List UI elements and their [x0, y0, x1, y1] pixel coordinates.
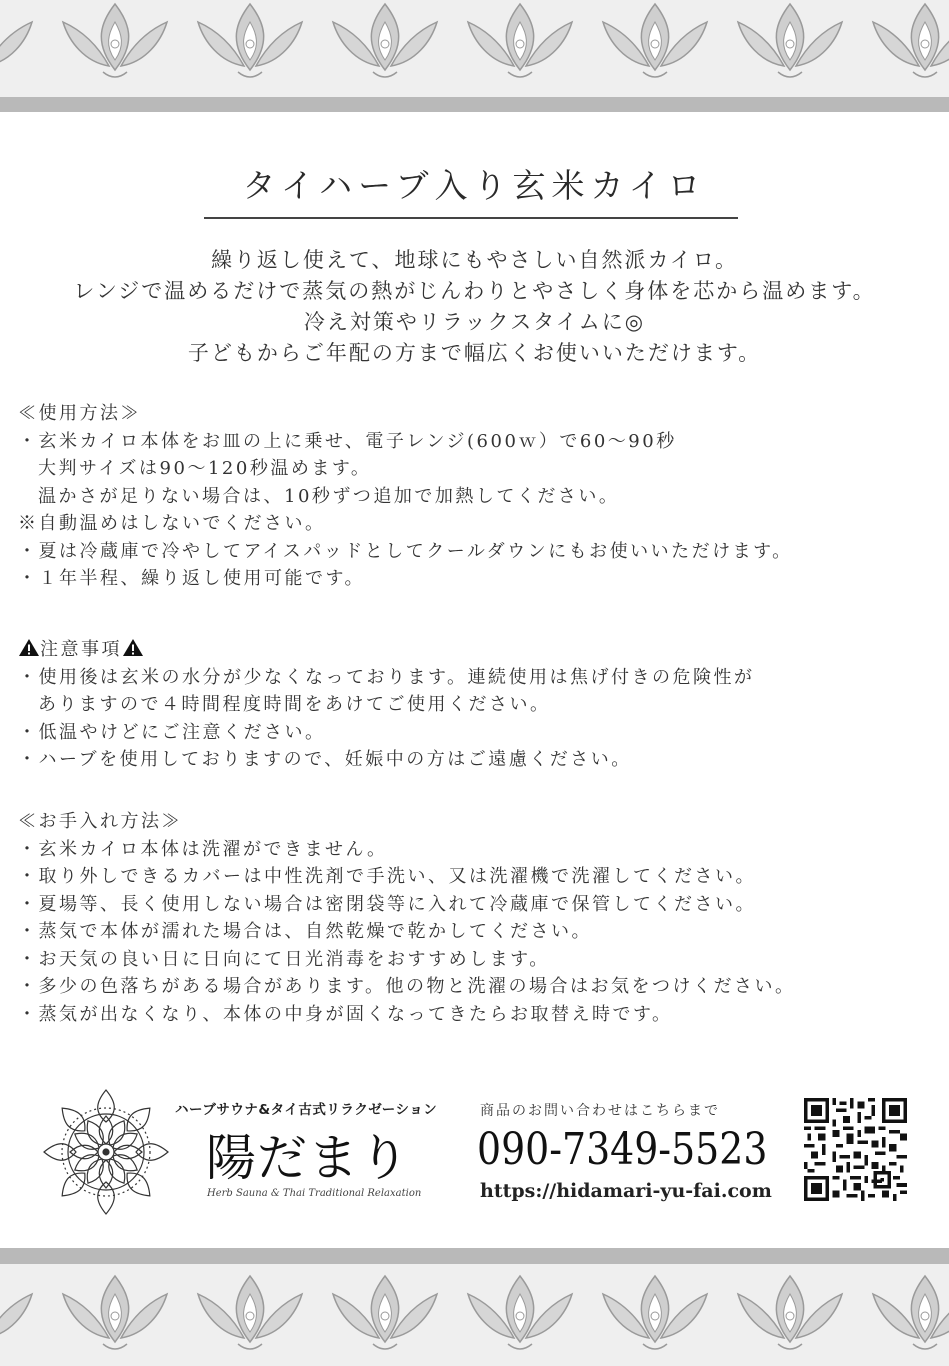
usage-line: 温かさが足りない場合は、10秒ずつ追加で加熱してください。: [38, 485, 620, 507]
intro-line: 繰り返し使えて、地球にもやさしい自然派カイロ。: [210, 248, 739, 272]
care-heading: ≪お手入れ方法≫: [18, 811, 182, 832]
usage-line: ・１年半程、繰り返し使用可能です。: [18, 568, 366, 589]
title-underline: [204, 217, 738, 219]
intro-line: 子どもからご年配の方まで幅広くお使いいただけます。: [187, 341, 762, 365]
care-line: ・夏場等、長く使用しない場合は密閉袋等に入れて冷蔵庫で保管してください。: [18, 893, 756, 915]
caution-section: [18, 636, 938, 774]
caution-line: ありますので４時間程度時間をあけてご使用ください。: [38, 694, 551, 715]
care-line: ・玄米カイロ本体は洗濯ができません。: [18, 838, 388, 860]
caution-line: ・低温やけどにご注意ください。: [18, 721, 326, 743]
bottom-lotus-border: [0, 1248, 949, 1366]
caution-heading-row: [18, 636, 938, 664]
contact-label: 商品のお問い合わせはこちらまで: [480, 1103, 720, 1119]
brand-subtitle: ハーブサウナ&タイ古式リラクゼーション: [175, 1102, 438, 1118]
phone-number[interactable]: 090-7349-5523: [477, 1124, 768, 1175]
care-section: [18, 808, 938, 1028]
caution-line: ・使用後は玄米の水分が少なくなっております。連続使用は焦げ付きの危険性が: [18, 666, 755, 688]
warning-triangle-icon: [122, 638, 144, 657]
usage-line: ※自動温めはしないでください。: [18, 513, 326, 534]
website-link[interactable]: https://hidamari-yu-fai.com: [480, 1180, 772, 1202]
usage-section: [18, 400, 938, 593]
usage-line: 大判サイズは90〜120秒温めます。: [38, 458, 372, 479]
care-line: ・蒸気で本体が濡れた場合は、自然乾燥で乾かしてください。: [18, 921, 592, 942]
top-lotus-border: [0, 0, 949, 112]
usage-line: ・夏は冷蔵庫で冷やしてアイスパッドとしてクールダウンにもお使いいただけます。: [18, 540, 793, 562]
brand-english: Herb Sauna & Thai Traditional Relaxation: [207, 1188, 422, 1199]
care-line: ・取り外しできるカバーは中性洗剤で手洗い、又は洗濯機で洗濯してください。: [18, 866, 756, 887]
page-title: タイハーブ入り玄米カイロ: [242, 166, 707, 205]
warning-triangle-icon: [18, 638, 40, 657]
mandala-logo-icon: [40, 1086, 172, 1218]
intro-line: 冷え対策やリラックスタイムに◎: [303, 310, 646, 334]
usage-line: ・玄米カイロ本体をお皿の上に乗せ、電子レンジ(600ｗ）で60〜90秒: [18, 430, 677, 452]
brand-name: 陽だまり: [206, 1129, 410, 1187]
usage-heading: ≪使用方法≫: [18, 403, 141, 424]
qr-code-icon[interactable]: [804, 1098, 907, 1201]
care-line: ・お天気の良い日に日向にて日光消毒をおすすめします。: [18, 948, 550, 970]
care-line: ・多少の色落ちがある場合があります。他の物と洗濯の場合はお気をつけください。: [18, 976, 796, 997]
footer: [0, 1080, 949, 1220]
caution-line: ・ハーブを使用しておりますので、妊娠中の方はご遠慮ください。: [18, 749, 632, 770]
intro-text: [0, 245, 949, 369]
caution-heading: 注意事項: [40, 639, 122, 660]
intro-line: レンジで温めるだけで蒸気の熱がじんわりとやさしく身体を芯から温めます。: [73, 279, 876, 303]
care-line: ・蒸気が出なくなり、本体の中身が固くなってきたらお取替え時です。: [18, 1003, 673, 1025]
